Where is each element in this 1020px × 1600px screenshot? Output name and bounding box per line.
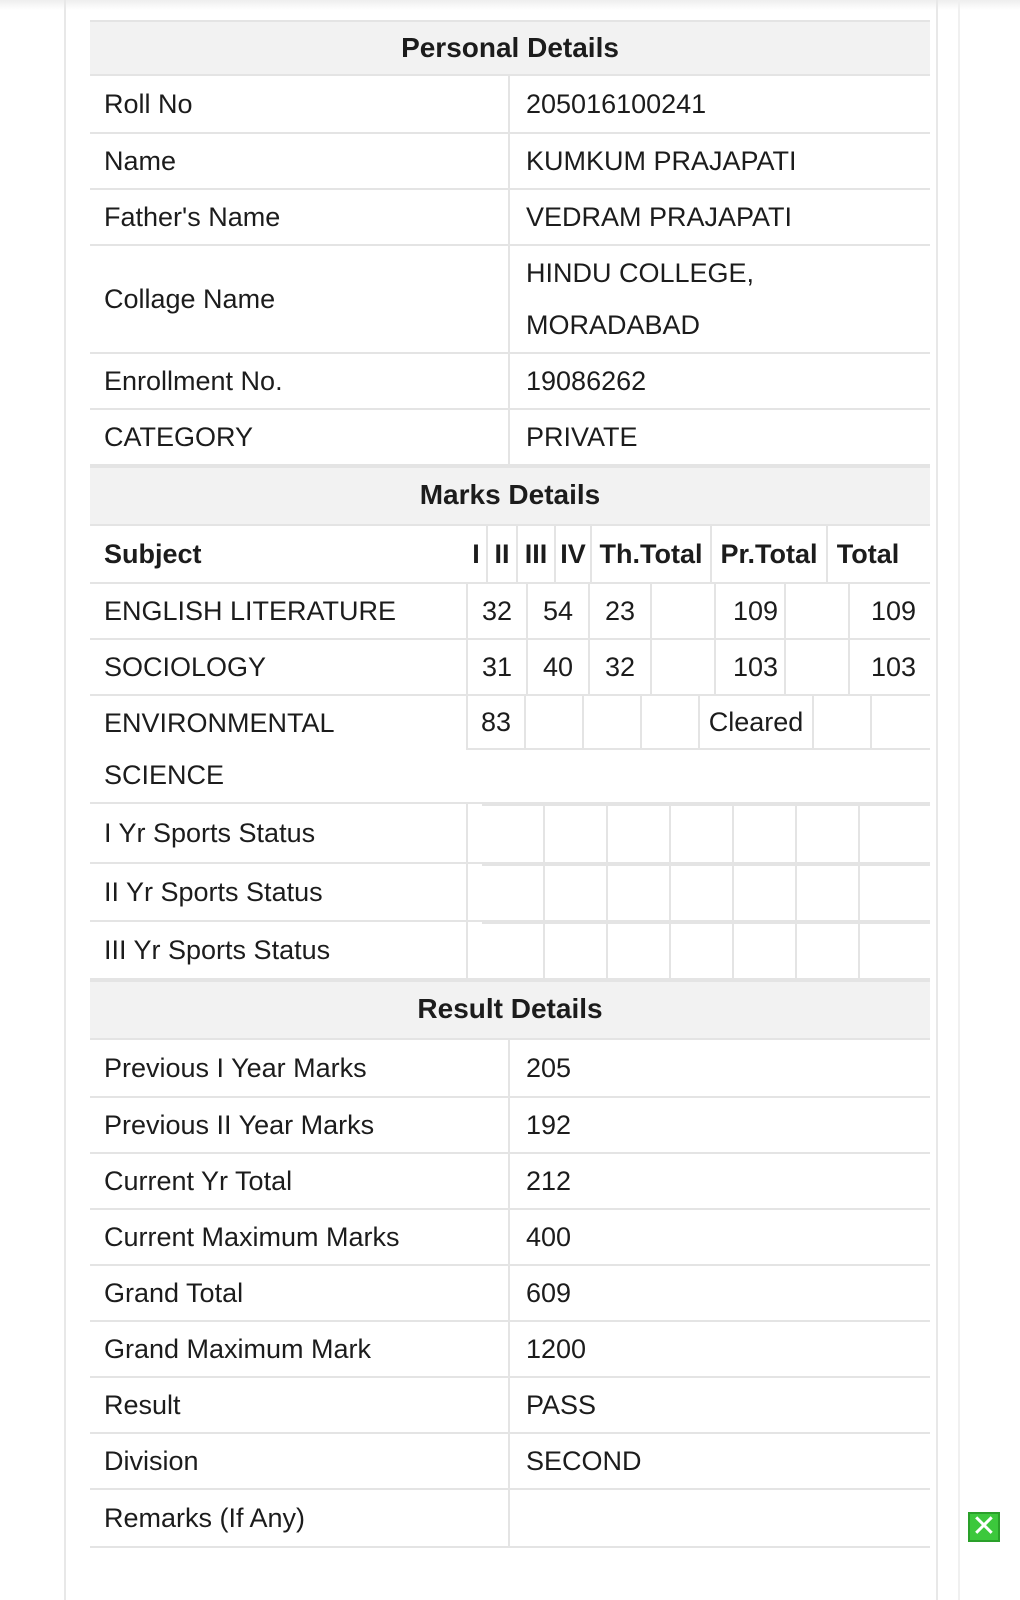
col-total-header: Total xyxy=(836,538,900,569)
sports-status-cells xyxy=(466,864,930,920)
sports-status-label: III Yr Sports Status xyxy=(104,934,331,965)
sports-status-row xyxy=(90,922,930,982)
mark-cell: 109 xyxy=(870,595,916,626)
result-value: 609 xyxy=(526,1277,572,1308)
sports-cell xyxy=(734,864,797,920)
mark-cell: 103 xyxy=(870,651,916,682)
close-icon[interactable]: ✕ xyxy=(968,1512,1000,1542)
mark-cell xyxy=(652,640,716,694)
result-row xyxy=(90,1322,930,1378)
subject-header: Subject xyxy=(104,538,202,569)
sports-cell xyxy=(482,864,545,920)
enrollment-value: 19086262 xyxy=(526,365,647,396)
env-science-status: Cleared xyxy=(700,696,814,748)
sports-cell xyxy=(482,922,545,978)
result-label: Division xyxy=(90,1434,510,1488)
mark-cell: 32 xyxy=(468,584,528,638)
category-value: PRIVATE xyxy=(526,421,638,452)
sports-cell xyxy=(608,864,671,920)
marks-cells xyxy=(466,584,930,638)
roll-no-label: Roll No xyxy=(90,76,510,132)
col-pr-total-header: Pr.Total xyxy=(712,526,828,582)
marks-row xyxy=(90,640,930,696)
result-value: SECOND xyxy=(526,1445,642,1476)
col-th-total-header: Th.Total xyxy=(592,526,712,582)
top-shadow xyxy=(0,0,1020,10)
env-science-line1: ENVIRONMENTAL xyxy=(104,708,335,738)
marks-header-cells xyxy=(466,526,930,582)
mark-cell xyxy=(786,640,850,694)
col-iv-header: IV xyxy=(556,526,592,582)
name-value: KUMKUM PRAJAPATI xyxy=(526,145,797,176)
result-value: PASS xyxy=(526,1389,597,1420)
sports-cell xyxy=(545,864,608,920)
mark-cell: 23 xyxy=(590,584,652,638)
father-name-row xyxy=(90,190,930,246)
mark-cell xyxy=(786,584,850,638)
sports-cell xyxy=(545,804,608,862)
env-science-cell xyxy=(584,696,642,748)
page-border-left xyxy=(64,0,66,1600)
scroll-border xyxy=(958,0,960,1600)
result-label: Current Yr Total xyxy=(90,1154,510,1208)
result-label: Result xyxy=(90,1378,510,1432)
sports-cell xyxy=(671,804,734,862)
page-border-right xyxy=(936,0,938,1600)
result-row xyxy=(90,1378,930,1434)
result-details-heading: Result Details xyxy=(90,982,930,1040)
marks-row xyxy=(90,584,930,640)
result-value xyxy=(510,1490,930,1546)
sports-status-cells xyxy=(466,804,930,862)
col-iii-header: III xyxy=(518,526,556,582)
result-value: 205 xyxy=(526,1052,572,1083)
env-science-cell xyxy=(642,696,700,748)
college-name-label: Collage Name xyxy=(90,246,510,352)
sports-status-row xyxy=(90,804,930,864)
col-i-header: I xyxy=(466,526,488,582)
mark-cell: 54 xyxy=(528,584,590,638)
sports-cell xyxy=(734,922,797,978)
category-row xyxy=(90,410,930,468)
mark-cell xyxy=(652,584,716,638)
result-label: Previous I Year Marks xyxy=(90,1040,510,1096)
sports-status-label: II Yr Sports Status xyxy=(104,876,323,907)
sports-cell xyxy=(860,864,930,920)
mark-cell: 31 xyxy=(468,640,528,694)
env-science-cell xyxy=(814,696,872,748)
mark-cell: 32 xyxy=(590,640,652,694)
sports-cell xyxy=(671,922,734,978)
result-value: 400 xyxy=(526,1221,572,1252)
mark-cell: 103 xyxy=(716,640,786,694)
sports-status-label: I Yr Sports Status xyxy=(104,817,316,848)
env-science-subject xyxy=(90,696,466,802)
env-science-cell xyxy=(872,696,922,748)
name-row xyxy=(90,134,930,190)
father-name-value: VEDRAM PRAJAPATI xyxy=(526,201,793,232)
sports-cell xyxy=(860,922,930,978)
sports-cell xyxy=(797,922,860,978)
category-label: CATEGORY xyxy=(90,410,510,464)
subject-name: SOCIOLOGY xyxy=(104,651,267,682)
result-row xyxy=(90,1434,930,1490)
college-name-row xyxy=(90,246,930,354)
enrollment-row xyxy=(90,354,930,410)
result-row xyxy=(90,1490,930,1548)
env-science-cell xyxy=(526,696,584,748)
result-row xyxy=(90,1210,930,1266)
mark-cell: 109 xyxy=(716,584,786,638)
result-label: Remarks (If Any) xyxy=(90,1490,510,1546)
env-science-line2: SCIENCE xyxy=(104,760,225,790)
result-value: 212 xyxy=(526,1165,572,1196)
sports-cell xyxy=(608,922,671,978)
name-label: Name xyxy=(90,134,510,188)
sports-status-row xyxy=(90,864,930,922)
subject-name: ENGLISH LITERATURE xyxy=(104,595,397,626)
result-row xyxy=(90,1154,930,1210)
result-row xyxy=(90,1266,930,1322)
college-name-line1: HINDU COLLEGE, xyxy=(526,258,755,288)
roll-no-row xyxy=(90,76,930,134)
result-sheet xyxy=(90,20,930,1548)
env-science-row xyxy=(90,696,930,804)
result-label: Current Maximum Marks xyxy=(90,1210,510,1264)
env-science-cells xyxy=(466,696,930,750)
roll-no-value: 205016100241 xyxy=(526,88,707,119)
sports-cell xyxy=(671,864,734,920)
father-name-label: Father's Name xyxy=(90,190,510,244)
mark-cell: 40 xyxy=(528,640,590,694)
marks-header-row xyxy=(90,526,930,584)
result-value: 192 xyxy=(526,1109,572,1140)
result-label: Previous II Year Marks xyxy=(90,1098,510,1152)
result-value: 1200 xyxy=(526,1333,587,1364)
personal-details-heading: Personal Details xyxy=(90,20,930,76)
sports-cell xyxy=(797,804,860,862)
result-label: Grand Total xyxy=(90,1266,510,1320)
col-ii-header: II xyxy=(488,526,518,582)
marks-cells xyxy=(466,640,930,694)
sports-cell xyxy=(608,804,671,862)
college-name-line2: MORADABAD xyxy=(526,310,701,340)
college-name-value xyxy=(510,246,930,352)
sports-cell xyxy=(734,804,797,862)
result-row xyxy=(90,1098,930,1154)
sports-cell xyxy=(797,864,860,920)
sports-cell xyxy=(860,804,930,862)
result-row xyxy=(90,1040,930,1098)
sports-status-cells xyxy=(466,922,930,978)
env-science-mark: 83 xyxy=(468,696,526,748)
sports-cell xyxy=(482,804,545,862)
enrollment-label: Enrollment No. xyxy=(90,354,510,408)
result-label: Grand Maximum Mark xyxy=(90,1322,510,1376)
marks-details-heading: Marks Details xyxy=(90,468,930,526)
sports-cell xyxy=(545,922,608,978)
